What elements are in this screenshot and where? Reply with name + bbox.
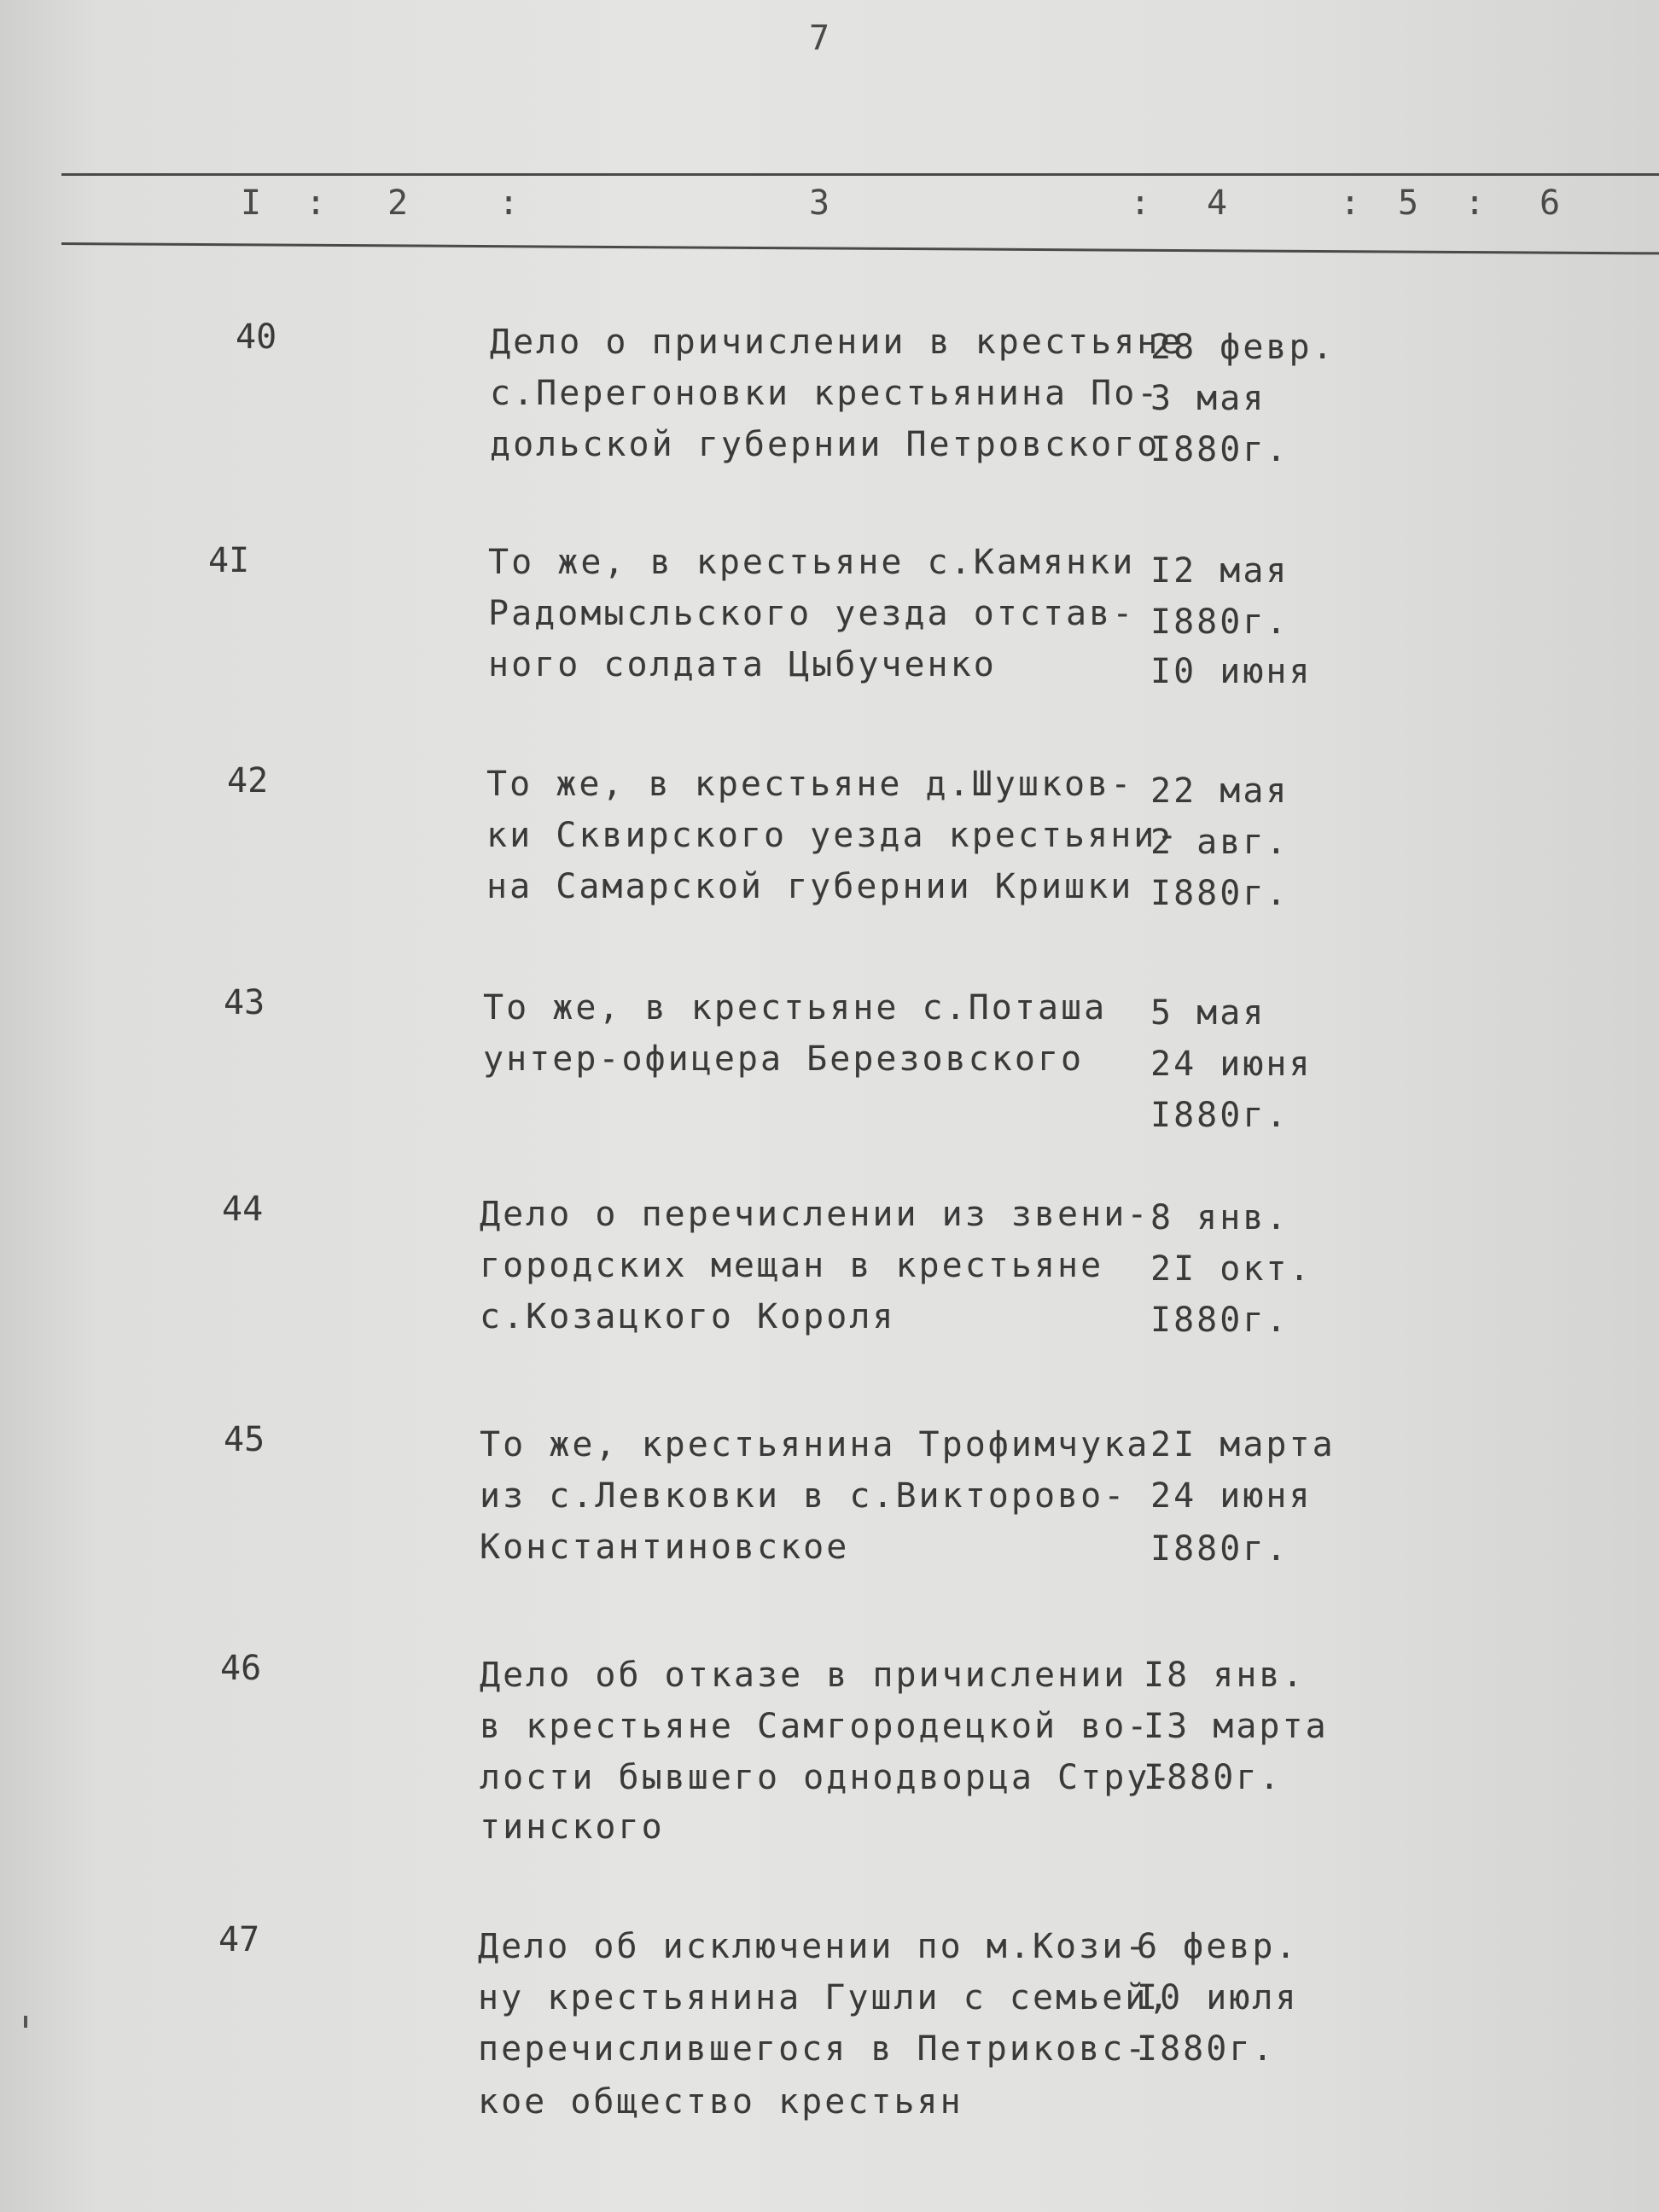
entry-text-line: ного солдата Цыбученко bbox=[488, 645, 997, 684]
column-separator: : bbox=[1464, 183, 1486, 223]
column-separator: : bbox=[306, 183, 327, 223]
entry-text-line: ну крестьянина Гушли с семьей, bbox=[478, 1978, 1172, 2017]
entry-text-line: тинского bbox=[480, 1807, 665, 1847]
column-5-header: 5 bbox=[1398, 183, 1419, 223]
entry-date-line: 2I окт. bbox=[1150, 1249, 1313, 1289]
entry-date-line: I8 янв. bbox=[1144, 1656, 1306, 1695]
entry-number: 45 bbox=[224, 1420, 265, 1459]
entry-date-line: 2I марта bbox=[1150, 1425, 1336, 1464]
entry-text-line: То же, в крестьяне с.Камянки bbox=[488, 543, 1136, 582]
entry-number: 42 bbox=[227, 761, 269, 800]
entry-text-line: в крестьяне Самгородецкой во- bbox=[480, 1707, 1150, 1746]
entry-date-line: I880г. bbox=[1150, 1529, 1289, 1569]
page-number: 7 bbox=[809, 19, 830, 58]
entry-text-line: Константиновское bbox=[480, 1528, 850, 1567]
entry-number: 43 bbox=[224, 983, 265, 1022]
header-rule-top bbox=[61, 173, 1659, 176]
entry-date-line: I880г. bbox=[1150, 602, 1289, 642]
entry-number: 47 bbox=[218, 1920, 260, 1959]
entry-date-line: 28 февр. bbox=[1150, 328, 1336, 367]
entry-text-line: городских мещан в крестьяне bbox=[480, 1246, 1104, 1285]
column-separator: : bbox=[1340, 183, 1361, 223]
entry-date-line: I2 мая bbox=[1150, 551, 1289, 591]
entry-date-line: 6 февр. bbox=[1137, 1927, 1299, 1966]
entry-date-line: I0 июля bbox=[1137, 1978, 1299, 2017]
entry-text-line: кое общество крестьян bbox=[478, 2082, 963, 2122]
entry-text-line: унтер-офицера Березовского bbox=[483, 1039, 1085, 1079]
entry-date-line: I880г. bbox=[1150, 1301, 1289, 1340]
entry-text-line: с.Козацкого Короля bbox=[480, 1297, 896, 1336]
column-6-header: 6 bbox=[1540, 183, 1561, 223]
entry-date-line: 24 июня bbox=[1150, 1476, 1313, 1516]
entry-date-line: 5 мая bbox=[1150, 993, 1266, 1033]
header-rule-bottom bbox=[61, 242, 1659, 254]
entry-text-line: из с.Левковки в с.Викторово- bbox=[480, 1476, 1127, 1516]
entry-number: 44 bbox=[222, 1190, 264, 1229]
entry-date-line: I880г. bbox=[1137, 2029, 1276, 2069]
entry-date-line: 3 мая bbox=[1150, 379, 1266, 418]
margin-mark bbox=[24, 2016, 27, 2028]
entry-date-line: 2 авг. bbox=[1150, 823, 1289, 862]
entry-text-line: То же, в крестьяне с.Поташа bbox=[483, 988, 1108, 1027]
entry-text-line: Дело о перечислении из звени- bbox=[480, 1195, 1150, 1234]
entry-text-line: лости бывшего однодворца Стру- bbox=[480, 1758, 1173, 1797]
entry-text-line: То же, в крестьяне д.Шушков- bbox=[486, 765, 1134, 804]
entry-date-line: 22 мая bbox=[1150, 771, 1289, 811]
entry-text-line: Дело о причислении в крестьяне bbox=[490, 323, 1184, 362]
entry-date-line: I3 марта bbox=[1144, 1707, 1329, 1746]
entry-text-line: перечислившегося в Петриковс- bbox=[478, 2029, 1149, 2069]
entry-text-line: с.Перегоновки крестьянина По- bbox=[490, 374, 1161, 413]
entry-text-line: на Самарской губернии Кришки bbox=[486, 867, 1134, 906]
entry-number: 40 bbox=[236, 317, 277, 357]
entry-text-line: Дело об исключении по м.Кози- bbox=[478, 1927, 1149, 1966]
entry-text-line: Дело об отказе в причислении bbox=[480, 1656, 1127, 1695]
column-1-header: I bbox=[241, 183, 262, 223]
column-2-header: 2 bbox=[387, 183, 409, 223]
entry-date-line: I0 июня bbox=[1150, 652, 1313, 691]
entry-date-line: 8 янв. bbox=[1150, 1198, 1289, 1237]
entry-text-line: ки Сквирского уезда крестьяни- bbox=[486, 816, 1180, 855]
entry-number: 4I bbox=[208, 541, 250, 580]
entry-date-line: I880г. bbox=[1150, 430, 1289, 469]
column-separator: : bbox=[1130, 183, 1151, 223]
entry-text-line: Радомысльского уезда отстав- bbox=[488, 594, 1136, 633]
column-separator: : bbox=[498, 183, 520, 223]
entry-date-line: I880г. bbox=[1150, 1096, 1289, 1135]
entry-text-line: дольской губернии Петровского bbox=[490, 425, 1161, 464]
entry-date-line: 24 июня bbox=[1150, 1045, 1313, 1084]
entry-date-line: I880г. bbox=[1144, 1758, 1283, 1797]
entry-date-line: I880г. bbox=[1150, 874, 1289, 913]
entry-number: 46 bbox=[220, 1649, 262, 1688]
column-3-header: 3 bbox=[809, 183, 830, 223]
entry-text-line: То же, крестьянина Трофимчука bbox=[480, 1425, 1150, 1464]
column-4-header: 4 bbox=[1207, 183, 1228, 223]
